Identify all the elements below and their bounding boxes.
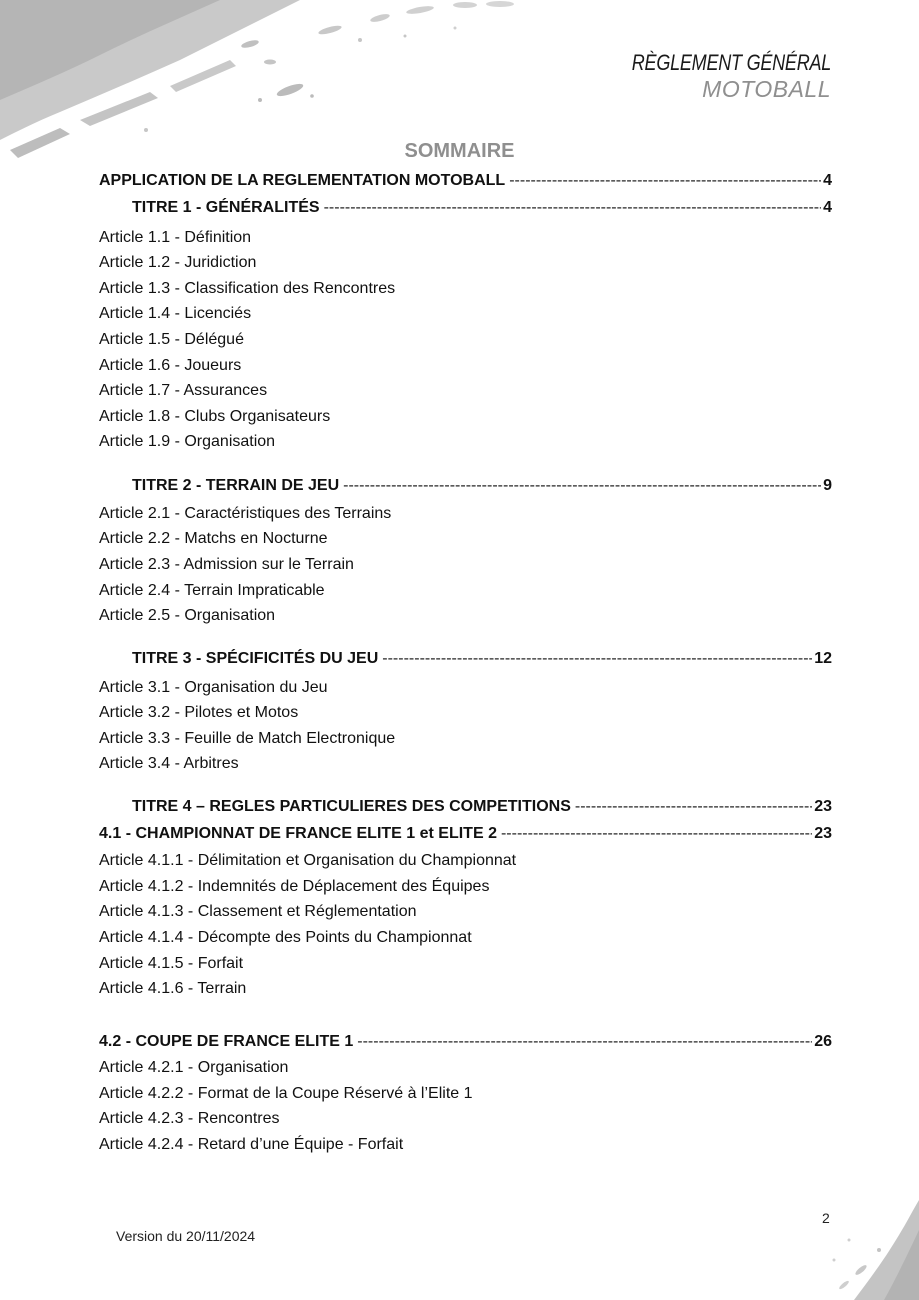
toc-entry[interactable]	[99, 380, 832, 402]
toc-entry-page: 4	[823, 199, 832, 216]
toc-entry[interactable]	[99, 227, 832, 249]
toc-entry-text: Article 4.1.6 - Terrain	[99, 980, 247, 997]
toc-entry[interactable]	[99, 605, 832, 627]
toc-entry[interactable]	[99, 406, 832, 428]
toc-entry-text: Article 4.1.4 - Décompte des Points du Championnat	[99, 929, 472, 946]
toc-entry-text: Article 1.3 - Classification des Rencontres	[99, 280, 396, 297]
toc-entry-text: Article 4.2.2 - Format de la Coupe Réservé à l’Elite 1	[99, 1085, 473, 1102]
paint-splash-decoration-bottom-right	[749, 1190, 919, 1300]
toc-entry[interactable]	[99, 1083, 832, 1105]
toc-leader-dots	[575, 796, 812, 818]
toc-entry-text: Article 1.2 - Juridiction	[99, 254, 257, 271]
toc-entry-text: TITRE 1 - GÉNÉRALITÉS	[132, 199, 320, 216]
toc-leader-dots	[343, 475, 821, 497]
toc-entry-heading[interactable]	[99, 1031, 832, 1053]
toc-entry[interactable]	[99, 702, 832, 724]
toc-leader-dots	[501, 823, 812, 845]
toc-entry-text: Article 4.1.5 - Forfait	[99, 955, 244, 972]
toc-entry-heading[interactable]	[132, 475, 832, 497]
toc-entry-text: Article 3.2 - Pilotes et Motos	[99, 704, 299, 721]
toc-entry-text: TITRE 3 - SPÉCIFICITÉS DU JEU	[132, 650, 379, 667]
toc-entry[interactable]	[99, 728, 832, 750]
toc-entry-page: 26	[814, 1033, 832, 1050]
toc-entry-text: Article 4.2.1 - Organisation	[99, 1059, 289, 1076]
toc-entry[interactable]	[99, 927, 832, 949]
toc-entry[interactable]	[99, 252, 832, 274]
toc-entry-heading[interactable]	[99, 823, 832, 845]
toc-leader-dots	[382, 648, 812, 670]
toc-entry-text: 4.1 - CHAMPIONNAT DE FRANCE ELITE 1 et ELITE 2	[99, 825, 497, 842]
toc-entry[interactable]	[99, 677, 832, 699]
toc-entry-text: Article 1.4 - Licenciés	[99, 305, 252, 322]
header-title: RÈGLEMENT GÉNÉRAL	[631, 50, 831, 75]
document-header	[588, 50, 831, 102]
toc-entry[interactable]	[99, 528, 832, 550]
toc-entry-text: Article 2.3 - Admission sur le Terrain	[99, 556, 354, 573]
toc-entry-text: Article 1.9 - Organisation	[99, 433, 276, 450]
toc-entry-text: Article 4.2.4 - Retard d’une Équipe - Forfait	[99, 1136, 404, 1153]
toc-entry-text: Article 4.1.1 - Délimitation et Organisation du Championnat	[99, 852, 517, 869]
toc-entry[interactable]	[99, 850, 832, 872]
toc-entry-text: Article 3.4 - Arbitres	[99, 755, 239, 772]
toc-entry[interactable]	[99, 554, 832, 576]
toc-leader-dots	[324, 197, 822, 219]
toc-entry[interactable]	[99, 303, 832, 325]
toc-entry-text: Article 1.6 - Joueurs	[99, 357, 242, 374]
footer-version: Version du 20/11/2024	[116, 1228, 256, 1244]
toc-entry-text: Article 1.5 - Délégué	[99, 331, 244, 348]
toc-entry[interactable]	[99, 278, 832, 300]
toc-entry-heading[interactable]	[99, 170, 832, 192]
toc-entry-text: Article 2.5 - Organisation	[99, 607, 276, 624]
toc-entry[interactable]	[99, 978, 832, 1000]
toc-leader-dots	[357, 1031, 812, 1053]
toc-entry-page: 23	[814, 825, 832, 842]
toc-entry-page: 9	[823, 477, 832, 494]
toc-entry[interactable]	[99, 953, 832, 975]
toc-entry-text: Article 4.1.3 - Classement et Réglementation	[99, 903, 417, 920]
toc-entry-text: Article 2.2 - Matchs en Nocturne	[99, 530, 328, 547]
toc-entry[interactable]	[99, 753, 832, 775]
toc-entry-page: 4	[823, 172, 832, 189]
toc-entry[interactable]	[99, 431, 832, 453]
toc-entry-text: Article 1.7 - Assurances	[99, 382, 268, 399]
toc-entry-page: 12	[814, 650, 832, 667]
toc-entry-text: Article 4.2.3 - Rencontres	[99, 1110, 280, 1127]
toc-entry-heading[interactable]	[132, 648, 832, 670]
toc-entry-heading[interactable]	[132, 197, 832, 219]
toc-entry-text: 4.2 - COUPE DE FRANCE ELITE 1	[99, 1033, 354, 1050]
footer-page-number: 2	[822, 1210, 830, 1226]
toc-entry[interactable]	[99, 1057, 832, 1079]
toc-entry-text: Article 1.1 - Définition	[99, 229, 252, 246]
toc-entry-text: TITRE 2 - TERRAIN DE JEU	[132, 477, 340, 494]
toc-entry-text: APPLICATION DE LA REGLEMENTATION MOTOBALL	[99, 172, 506, 189]
toc-entry[interactable]	[99, 1134, 832, 1156]
toc-entry-text: Article 4.1.2 - Indemnités de Déplacement des Équipes	[99, 878, 490, 895]
toc-entry[interactable]	[99, 901, 832, 923]
toc-entry-page: 23	[814, 798, 832, 815]
toc-entry[interactable]	[99, 355, 832, 377]
toc-entry-text: Article 2.4 - Terrain Impraticable	[99, 582, 325, 599]
toc-entry[interactable]	[99, 580, 832, 602]
toc-entry-text: Article 1.8 - Clubs Organisateurs	[99, 408, 331, 425]
toc-entry[interactable]	[99, 503, 832, 525]
toc-entry-text: Article 3.3 - Feuille de Match Electronique	[99, 730, 396, 747]
toc-entry-heading[interactable]	[132, 796, 832, 818]
toc-entry[interactable]	[99, 329, 832, 351]
toc-entry[interactable]	[99, 876, 832, 898]
toc-entry-text: Article 2.1 - Caractéristiques des Terrains	[99, 505, 392, 522]
toc-title: SOMMAIRE	[404, 140, 515, 162]
toc-entry[interactable]	[99, 1108, 832, 1130]
toc-entry-text: TITRE 4 – REGLES PARTICULIERES DES COMPETITIONS	[132, 798, 571, 815]
toc-leader-dots	[509, 170, 821, 192]
header-subtitle: MOTOBALL	[702, 76, 831, 102]
toc-entry-text: Article 3.1 - Organisation du Jeu	[99, 679, 328, 696]
